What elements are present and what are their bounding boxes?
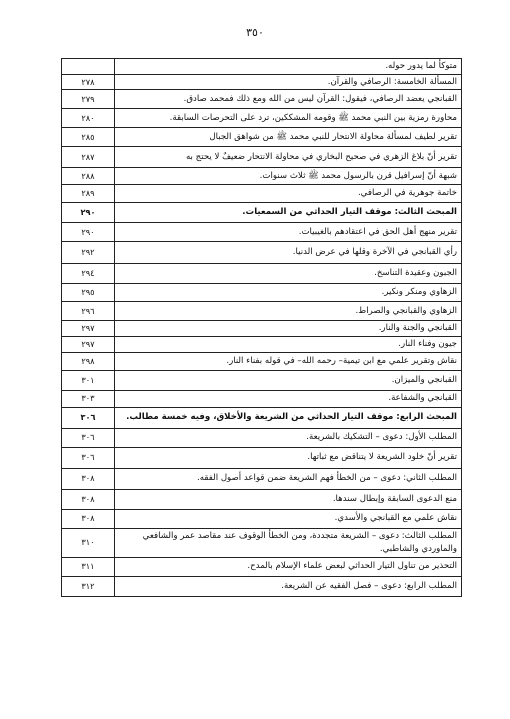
table-row <box>62 390 462 407</box>
toc-entry-page: ٢٨٠ <box>62 109 115 128</box>
toc-entry-title: محاورة رمزية بين النبي محمد ﷺ وقومه المشككين، ترد على التحرصات السابقة. <box>115 109 462 128</box>
toc-entry-title: الزهاوي ومنكر ونكير. <box>115 284 462 302</box>
toc-entry-page: ٣٠٨ <box>62 509 115 528</box>
toc-entry-title: تقرير أنّ بلاغ الزهري في صحيح البخاري في محاولة الانتحار ضعيفٌ لا يحتج به <box>115 147 462 168</box>
table-row <box>62 468 462 489</box>
table-of-contents <box>61 58 462 597</box>
toc-entry-title: المبحث الثالث: موقف التيار الحداثي من السمعيات. <box>115 203 462 223</box>
toc-entry-title: متوكأ لما يدور حوله. <box>115 59 462 75</box>
toc-entry-title: القبانجي يعضد الرصافي، فيقول: القرآن ليس من الله ومع ذلك فمحمد صادق. <box>115 90 462 109</box>
toc-entry-page: ٢٨٨ <box>62 168 115 185</box>
table-row <box>62 223 462 242</box>
toc-entry-title: القبانجي والشفاعة. <box>115 390 462 407</box>
table-row <box>62 352 462 370</box>
toc-entry-page: ٣٠٨ <box>62 468 115 489</box>
toc-entry-page: ٣٠٦ <box>62 407 115 428</box>
toc-entry-page: ٣١٠ <box>62 528 115 557</box>
table-row <box>62 321 462 337</box>
table-row <box>62 407 462 428</box>
toc-entry-page: ٢٩٧ <box>62 337 115 353</box>
toc-entry-title: المطلب الرابع: دعوى – فصل الفقيه عن الشريعة. <box>115 576 462 596</box>
toc-entry-title: تقرير أنّ خلود الشريعة لا يتناقض مع ثباتها. <box>115 447 462 468</box>
toc-entry-title: الجبون وعقيدة التناسخ. <box>115 264 462 284</box>
toc-entry-page: ٢٨٥ <box>62 128 115 147</box>
toc-entry-title: الزهاوي والقبانجي والصراط. <box>115 302 462 321</box>
toc-entry-title: المطلب الثالث: دعوى – الشريعة متجددة، ومن الخطأ الوقوف عند مقاصد عمر والشافعي والماوردي والشاطبي. <box>115 528 462 557</box>
toc-body <box>62 59 462 597</box>
toc-entry-page: ٢٩٥ <box>62 284 115 302</box>
table-row <box>62 59 462 75</box>
table-row <box>62 302 462 321</box>
toc-entry-title: شبهة أنّ إسرافيل قرن بالرسول محمد ﷺ ثلاث سنوات. <box>115 168 462 185</box>
toc-entry-title: خاتمة جوهرية في الرصافي. <box>115 185 462 203</box>
toc-entry-title: المسألة الخامسة: الرصافي والقرآن. <box>115 74 462 90</box>
table-row <box>62 370 462 390</box>
toc-entry-title: القبانجي والميزان. <box>115 370 462 390</box>
toc-entry-page: ٢٧٨ <box>62 74 115 90</box>
toc-entry-page: ٢٩٤ <box>62 264 115 284</box>
toc-entry-title: المطلب الثاني: دعوى – من الخطأ فهم الشريعة ضمن قواعد أصول الفقه. <box>115 468 462 489</box>
table-row <box>62 90 462 109</box>
table-row <box>62 74 462 90</box>
table-row <box>62 337 462 353</box>
toc-entry-page: ٣١١ <box>62 557 115 576</box>
toc-entry-title: نقاش وتقرير علمي مع ابن تيمية– رحمه الله– في قوله بفناء النار. <box>115 352 462 370</box>
page-number: ٣٥٠ <box>246 26 264 39</box>
toc-entry-page: ٢٩٢ <box>62 242 115 264</box>
toc-entry-page <box>62 59 115 75</box>
table-row <box>62 185 462 203</box>
table-row <box>62 509 462 528</box>
table-row <box>62 203 462 223</box>
table-row <box>62 264 462 284</box>
table-row <box>62 168 462 185</box>
table-row <box>62 242 462 264</box>
table-row <box>62 489 462 509</box>
toc-entry-page: ٣٠٦ <box>62 447 115 468</box>
toc-entry-title: منع الدعوى السابقة وإبطال سندها. <box>115 489 462 509</box>
toc-entry-page: ٣١٢ <box>62 576 115 596</box>
table-row <box>62 109 462 128</box>
toc-entry-page: ٢٩٧ <box>62 321 115 337</box>
toc-entry-page: ٢٩٠ <box>62 223 115 242</box>
toc-entry-title: رأي القبانجي في الآخرة وقلها في عرض الدنيا. <box>115 242 462 264</box>
toc-entry-title: نقاش علمي مع القبانجي والأسدي. <box>115 509 462 528</box>
table-row <box>62 528 462 557</box>
toc-entry-page: ٢٩٨ <box>62 352 115 370</box>
toc-entry-page: ٢٩٦ <box>62 302 115 321</box>
toc-entry-page: ٢٨٧ <box>62 147 115 168</box>
toc-entry-title: تقرير منهج أهل الحق في اعتقادهم بالغيبيات. <box>115 223 462 242</box>
table-row <box>62 428 462 447</box>
toc-entry-title: المطلب الأول: دعوى – التشكيك بالشريعة. <box>115 428 462 447</box>
table-row <box>62 128 462 147</box>
table-row <box>62 447 462 468</box>
toc-entry-page: ٢٨٩ <box>62 185 115 203</box>
toc-entry-page: ٢٧٩ <box>62 90 115 109</box>
toc-entry-page: ٣٠٦ <box>62 428 115 447</box>
toc-entry-title: جيون وفناء النار. <box>115 337 462 353</box>
toc-entry-page: ٣٠٨ <box>62 489 115 509</box>
table-row <box>62 557 462 576</box>
toc-entry-page: ٢٩٠ <box>62 203 115 223</box>
toc-entry-title: التحذير من تناول التيار الحداثي لبعض علماء الإسلام بالمدح. <box>115 557 462 576</box>
toc-entry-title: المبحث الرابع: موقف التيار الحداثي من الشريعة والأخلاق، وفيه خمسة مطالب. <box>115 407 462 428</box>
table-row <box>62 576 462 596</box>
toc-entry-title: القبانجي والجنة والنار. <box>115 321 462 337</box>
toc-entry-title: تقرير لطيف لمسألة محاولة الانتحار للنبي محمد ﷺ من شواهق الجبال <box>115 128 462 147</box>
toc-entry-page: ٣٠٣ <box>62 390 115 407</box>
toc-entry-page: ٣٠١ <box>62 370 115 390</box>
table-row <box>62 147 462 168</box>
table-row <box>62 284 462 302</box>
